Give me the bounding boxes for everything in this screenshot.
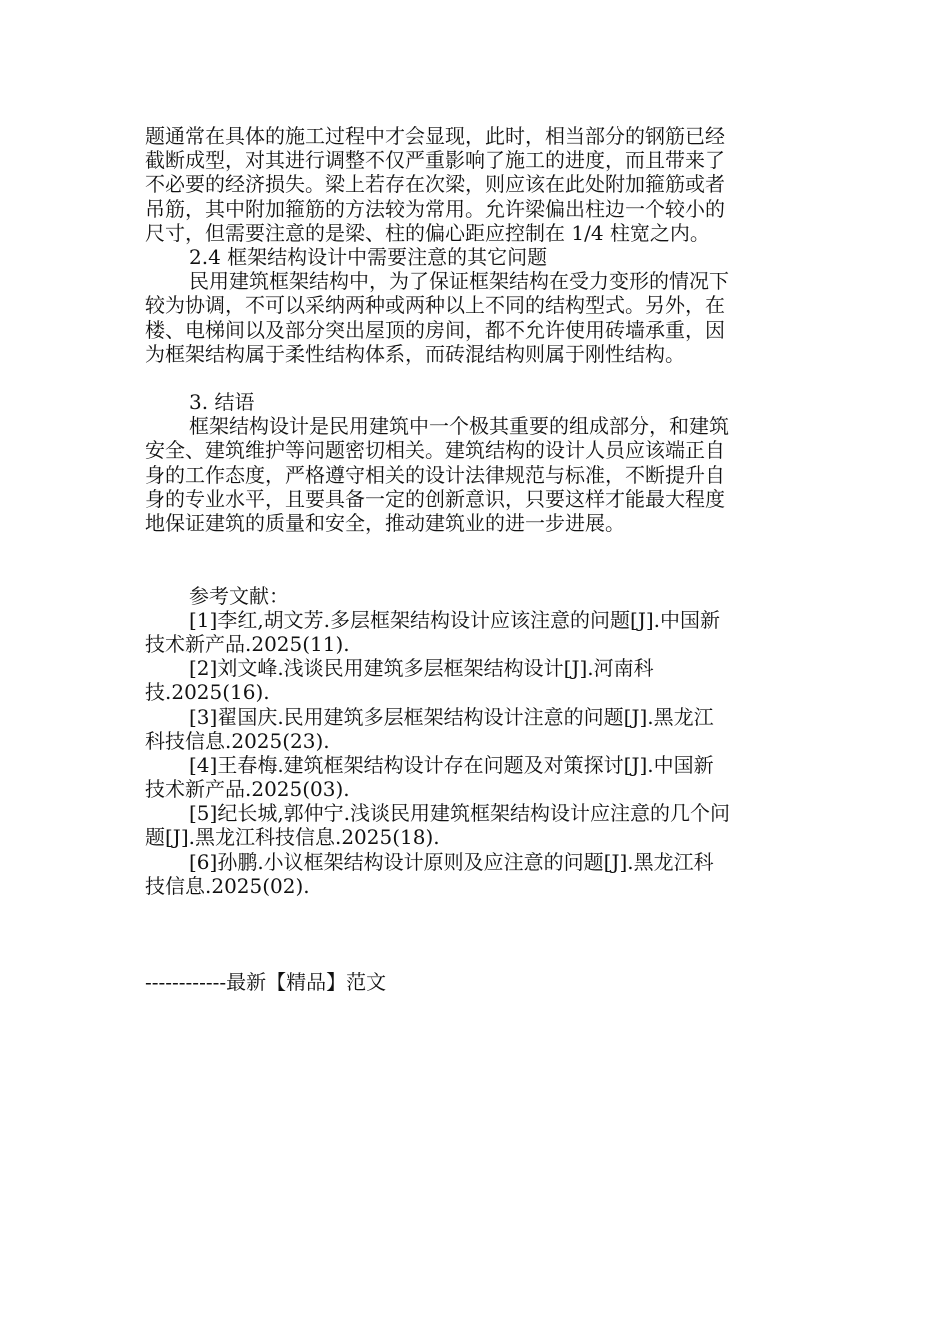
reference-line: [5]纪长城,郭仲宁.浅谈民用建筑框架结构设计应注意的几个问 bbox=[189, 801, 731, 826]
spacer bbox=[145, 535, 810, 583]
footer-text: ------------最新【精品】范文 bbox=[145, 970, 387, 994]
paragraph-line: 民用建筑框架结构中，为了保证框架结构在受力变形的情况下 bbox=[189, 269, 729, 294]
reference-line: 技术新产品.2025(11). bbox=[145, 631, 350, 656]
document-body bbox=[145, 124, 810, 898]
reference-line: 技信息.2025(02). bbox=[145, 873, 310, 898]
reference-line: 技.2025(16). bbox=[145, 680, 270, 705]
paragraph-line: 框架结构设计是民用建筑中一个极其重要的组成部分，和建筑 bbox=[189, 414, 729, 439]
section-2-4 bbox=[145, 245, 810, 366]
reference-line: [1]李红,胡文芳.多层框架结构设计应该注意的问题[J].中国新 bbox=[189, 607, 721, 632]
section-3-conclusion bbox=[145, 390, 810, 535]
paragraph-line: 不必要的经济损失。梁上若存在次梁，则应该在此处附加箍筋或者 bbox=[145, 172, 725, 197]
reference-line: 科技信息.2025(23). bbox=[145, 728, 330, 753]
section-heading: 3. 结语 bbox=[189, 390, 255, 415]
paragraph-line: 安全、建筑维护等问题密切相关。建筑结构的设计人员应该端正自 bbox=[145, 438, 725, 463]
reference-line: [4]王春梅.建筑框架结构设计存在问题及对策探讨[J].中国新 bbox=[189, 752, 714, 777]
reference-item bbox=[145, 850, 810, 898]
references-section bbox=[145, 584, 810, 898]
paragraph-line: 截断成型，对其进行调整不仅严重影响了施工的进度，而且带来了 bbox=[145, 148, 725, 173]
reference-line: [6]孙鹏.小议框架结构设计原则及应注意的问题[J].黑龙江科 bbox=[189, 849, 714, 874]
paragraph-line: 尺寸，但需要注意的是梁、柱的偏心距应控制在 1/4 柱宽之内。 bbox=[145, 220, 710, 245]
paragraph-line: 地保证建筑的质量和安全，推动建筑业的进一步进展。 bbox=[145, 511, 625, 535]
reference-item bbox=[145, 656, 810, 704]
paragraph-line: 楼、电梯间以及部分突出屋顶的房间，都不允许使用砖墙承重，因 bbox=[145, 317, 725, 342]
reference-line: 技术新产品.2025(03). bbox=[145, 777, 350, 802]
reference-item bbox=[145, 753, 810, 801]
section-heading: 2.4 框架结构设计中需要注意的其它问题 bbox=[189, 244, 548, 269]
paragraph-line: 吊筋，其中附加箍筋的方法较为常用。允许梁偏出柱边一个较小的 bbox=[145, 196, 725, 221]
reference-item bbox=[145, 608, 810, 656]
reference-item bbox=[145, 801, 810, 849]
reference-line: 题[J].黑龙江科技信息.2025(18). bbox=[145, 825, 440, 850]
reference-item bbox=[145, 705, 810, 753]
paragraph-line: 身的工作态度，严格遵守相关的设计法律规范与标准，不断提升自 bbox=[145, 462, 725, 487]
paragraph-line: 为框架结构属于柔性结构体系，而砖混结构则属于刚性结构。 bbox=[145, 341, 685, 366]
reference-line: [2]刘文峰.浅谈民用建筑多层框架结构设计[J].河南科 bbox=[189, 656, 654, 681]
paragraph-line: 身的专业水平，且要具备一定的创新意识，只要这样才能最大程度 bbox=[145, 486, 725, 511]
section-2-3-tail bbox=[145, 124, 810, 245]
references-heading: 参考文献： bbox=[189, 583, 289, 608]
paragraph-line: 较为协调，不可以采纳两种或两种以上不同的结构型式。另外，在 bbox=[145, 293, 725, 318]
paragraph-line: 题通常在具体的施工过程中才会显现，此时，相当部分的钢筋已经 bbox=[145, 124, 725, 148]
reference-line: [3]翟国庆.民用建筑多层框架结构设计注意的问题[J].黑龙江 bbox=[189, 704, 714, 729]
spacer bbox=[145, 366, 810, 390]
